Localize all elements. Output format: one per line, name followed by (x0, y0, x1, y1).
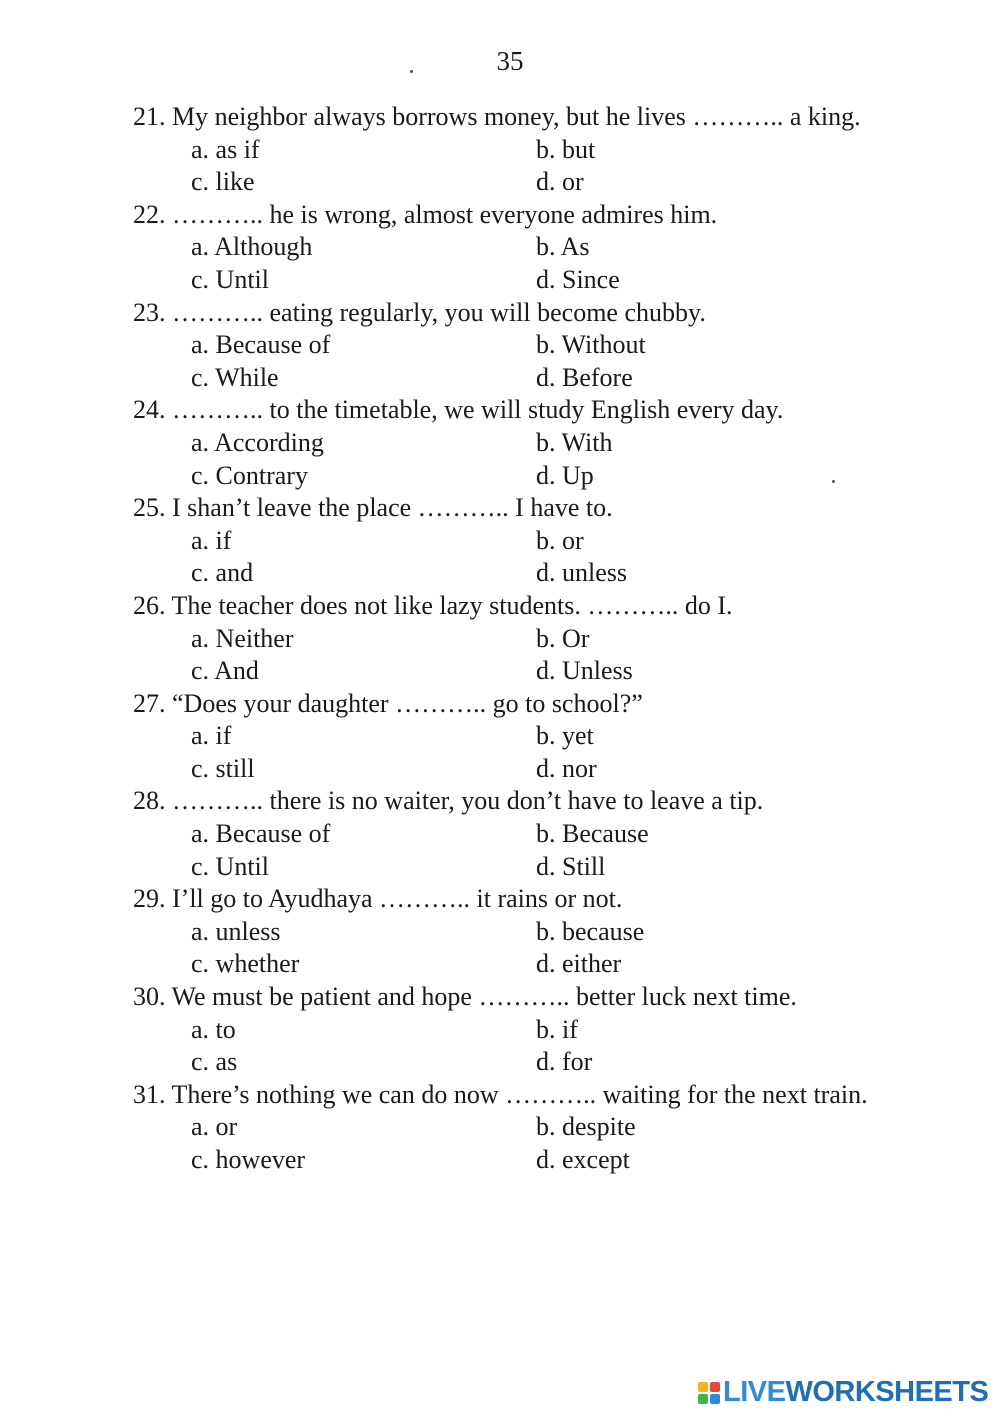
option-b[interactable]: b. Because (536, 819, 649, 849)
option-b[interactable]: b. Without (536, 330, 646, 360)
option-row (133, 362, 883, 395)
question-text: 22. ……….. he is wrong, almost everyone admires him. (133, 199, 718, 229)
question-29 (133, 883, 883, 981)
question-text: 23. ……….. eating regularly, you will become chubby. (133, 297, 706, 327)
option-d[interactable]: d. Up (536, 460, 594, 490)
option-d[interactable]: d. unless (536, 558, 627, 588)
option-d[interactable]: d. except (536, 1145, 630, 1174)
option-b[interactable]: b. because (536, 916, 645, 946)
option-row (133, 1046, 883, 1079)
option-row (133, 655, 883, 688)
option-d[interactable]: d. Since (536, 264, 620, 294)
option-c[interactable]: c. like (191, 167, 255, 197)
option-d[interactable]: d. for (536, 1047, 593, 1077)
logo-square-icon (710, 1394, 720, 1404)
option-row (133, 329, 883, 362)
question-30 (133, 981, 883, 1079)
question-text: 27. “Does your daughter ……….. go to school?” (133, 688, 643, 718)
option-b[interactable]: b. if (536, 1014, 578, 1044)
option-c[interactable]: c. however (191, 1145, 306, 1174)
option-row (133, 916, 883, 949)
option-b[interactable]: b. but (536, 134, 596, 164)
option-a[interactable]: a. if (191, 721, 232, 751)
option-c[interactable]: c. While (191, 362, 279, 392)
option-d[interactable]: d. Before (536, 362, 633, 392)
option-row (133, 1111, 883, 1144)
option-b[interactable]: b. Or (536, 623, 590, 653)
option-row (133, 427, 883, 460)
question-23 (133, 297, 883, 395)
option-row (133, 231, 883, 264)
logo-square-icon (698, 1394, 708, 1404)
question-28 (133, 785, 883, 883)
question-22 (133, 199, 883, 297)
question-list (133, 101, 883, 1177)
option-b[interactable]: b. despite (536, 1112, 636, 1142)
option-row (133, 818, 883, 851)
option-a[interactable]: a. Neither (191, 623, 294, 653)
option-a[interactable]: a. Although (191, 232, 313, 262)
option-row (133, 134, 883, 167)
question-text: 30. We must be patient and hope ……….. better luck next time. (133, 982, 797, 1012)
question-24 (133, 394, 883, 492)
logo-mark-icon (698, 1382, 720, 1404)
question-text: 31. There’s nothing we can do now ……….. waiting for the next train. (133, 1079, 868, 1109)
option-row (133, 264, 883, 297)
option-row (133, 525, 883, 558)
option-a[interactable]: a. or (191, 1112, 238, 1142)
option-a[interactable]: a. unless (191, 916, 281, 946)
question-text: 25. I shan’t leave the place ……….. I have to. (133, 493, 613, 523)
question-text: 28. ……….. there is no waiter, you don’t have to leave a tip. (133, 786, 764, 816)
question-text: 29. I’ll go to Ayudhaya ……….. it rains or not. (133, 884, 623, 914)
question-text: 26. The teacher does not like lazy students. ……….. do I. (133, 590, 733, 620)
scan-speck (410, 70, 413, 73)
option-c[interactable]: c. Until (191, 264, 269, 294)
option-d[interactable]: d. nor (536, 753, 597, 783)
option-a[interactable]: a. Because of (191, 819, 331, 849)
option-row (133, 753, 883, 786)
option-b[interactable]: b. With (536, 427, 613, 457)
question-text: 21. My neighbor always borrows money, but he lives ……….. a king. (133, 102, 861, 131)
logo-text-worksheets: WORKSHEETS (785, 1376, 989, 1408)
option-d[interactable]: d. Unless (536, 656, 633, 686)
option-c[interactable]: c. still (191, 753, 255, 783)
option-row (133, 1144, 883, 1177)
logo-square-icon (698, 1382, 708, 1392)
option-c[interactable]: c. Until (191, 851, 269, 881)
option-d[interactable]: d. or (536, 167, 584, 197)
option-a[interactable]: a. as if (191, 134, 260, 164)
logo-text-live: LIVE (723, 1376, 786, 1408)
option-row (133, 166, 883, 199)
option-c[interactable]: c. whether (191, 949, 300, 979)
option-b[interactable]: b. As (536, 232, 590, 262)
page-number: 35 (496, 46, 524, 76)
option-c[interactable]: c. as (191, 1047, 238, 1077)
option-d[interactable]: d. Still (536, 851, 606, 881)
option-row (133, 460, 883, 493)
option-a[interactable]: a. According (191, 427, 324, 457)
option-c[interactable]: c. and (191, 558, 254, 588)
option-c[interactable]: c. Contrary (191, 460, 308, 490)
question-27 (133, 688, 883, 786)
question-31 (133, 1079, 883, 1177)
option-row (133, 1014, 883, 1047)
option-row (133, 720, 883, 753)
option-a[interactable]: a. to (191, 1014, 236, 1044)
option-row (133, 851, 883, 884)
question-26 (133, 590, 883, 688)
logo-square-icon (710, 1382, 720, 1392)
question-text: 24. ……….. to the timetable, we will study English every day. (133, 395, 784, 425)
option-row (133, 623, 883, 656)
option-d[interactable]: d. either (536, 949, 622, 979)
option-row (133, 948, 883, 981)
option-c[interactable]: c. And (191, 656, 259, 686)
question-25 (133, 492, 883, 590)
scan-speck (832, 480, 835, 483)
option-a[interactable]: a. if (191, 525, 232, 555)
liveworksheets-logo (698, 1376, 988, 1409)
question-21 (133, 101, 883, 199)
option-b[interactable]: b. or (536, 525, 584, 555)
option-a[interactable]: a. Because of (191, 330, 331, 360)
option-row (133, 557, 883, 590)
option-b[interactable]: b. yet (536, 721, 594, 751)
